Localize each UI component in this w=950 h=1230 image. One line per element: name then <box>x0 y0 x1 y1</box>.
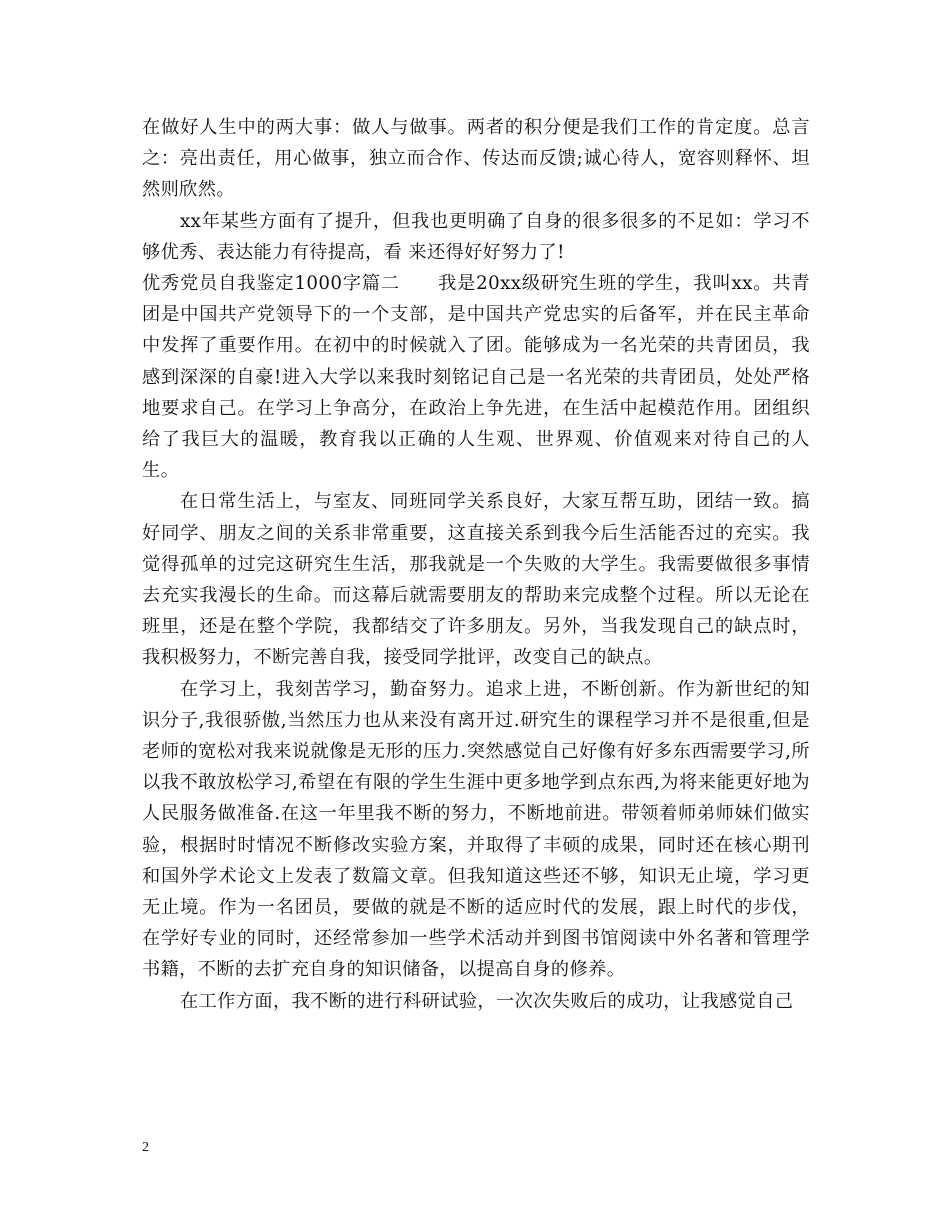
paragraph-1: 在做好人生中的两大事：做人与做事。两者的积分便是我们工作的肯定度。总言之：亮出责任，用心做事，独立而合作、传达而反馈;诚心待人，宽容则释怀、坦然则欣然。 <box>142 117 810 201</box>
paragraph-5: 在学习上，我刻苦学习，勤奋努力。追求上进，不断创新。作为新世纪的知识分子,我很骄傲,当然压力也从来没有离开过.研究生的课程学习并不是很重,但是老师的宽松对我来说就像是无形的压力.突然感觉自己好像有好多东西需要学习,所以我不敢放松学习,希望在有限的学生生涯中更多地学到点东西,为将来能更好地为人民服务做准备.在这一年里我不断的努力，不断地前进。带领着师弟师妹们做实验，根据时时情况不断修改实验方案，并取得了丰硕的成果，同时还在核心期刊和国外学术论文上发表了数篇文章。但我知道这些还不够，知识无止境，学习更无止境。作为一名团员，要做的就是不断的适应时代的发展，跟上时代的步伐，在学好专业的同时，还经常参加一些学术活动并到图书馆阅读中外名著和管理学书籍，不断的去扩充自身的知识储备，以提高自身的修养。 <box>142 678 810 981</box>
body-text <box>142 112 810 1017</box>
paragraph-4: 在日常生活上，与室友、同班同学关系良好，大家互帮互助，团结一致。搞好同学、朋友之间的关系非常重要，这直接关系到我今后生活能否过的充实。我觉得孤单的过完这研究生生活，那我就是一个失败的大学生。我需要做很多事情去充实我漫长的生命。而这幕后就需要朋友的帮助来完成整个过程。所以无论在班里，还是在整个学院，我都结交了许多朋友。另外，当我发现自己的缺点时，我积极努力，不断完善自我，接受同学批评，改变自己的缺点。 <box>142 491 810 669</box>
paragraph-3: 优秀党员自我鉴定1000字篇二 我是20xx级研究生班的学生，我叫xx。共青团是中国共产党领导下的一个支部，是中国共产党忠实的后备军，并在民主革命中发挥了重要作用。在初中的时候就入了团。能够成为一名光荣的共青团员，我感到深深的自豪!进入大学以来我时刻铭记自己是一名光荣的共青团员，处处严格地要求自己。在学习上争高分，在政治上争先进，在生活中起模范作用。团组织给了我巨大的温暖，教育我以正确的人生观、世界观、价值观来对待自己的人生。 <box>142 273 810 482</box>
paragraph-2: xx年某些方面有了提升，但我也更明确了自身的很多很多的不足如：学习不够优秀、表达能力有待提高，看 来还得好好努力了! <box>142 210 810 263</box>
page-number: 2 <box>142 1140 149 1155</box>
paragraph-6: 在工作方面，我不断的进行科研试验，一次次失败后的成功，让我感觉自己 <box>180 990 794 1012</box>
